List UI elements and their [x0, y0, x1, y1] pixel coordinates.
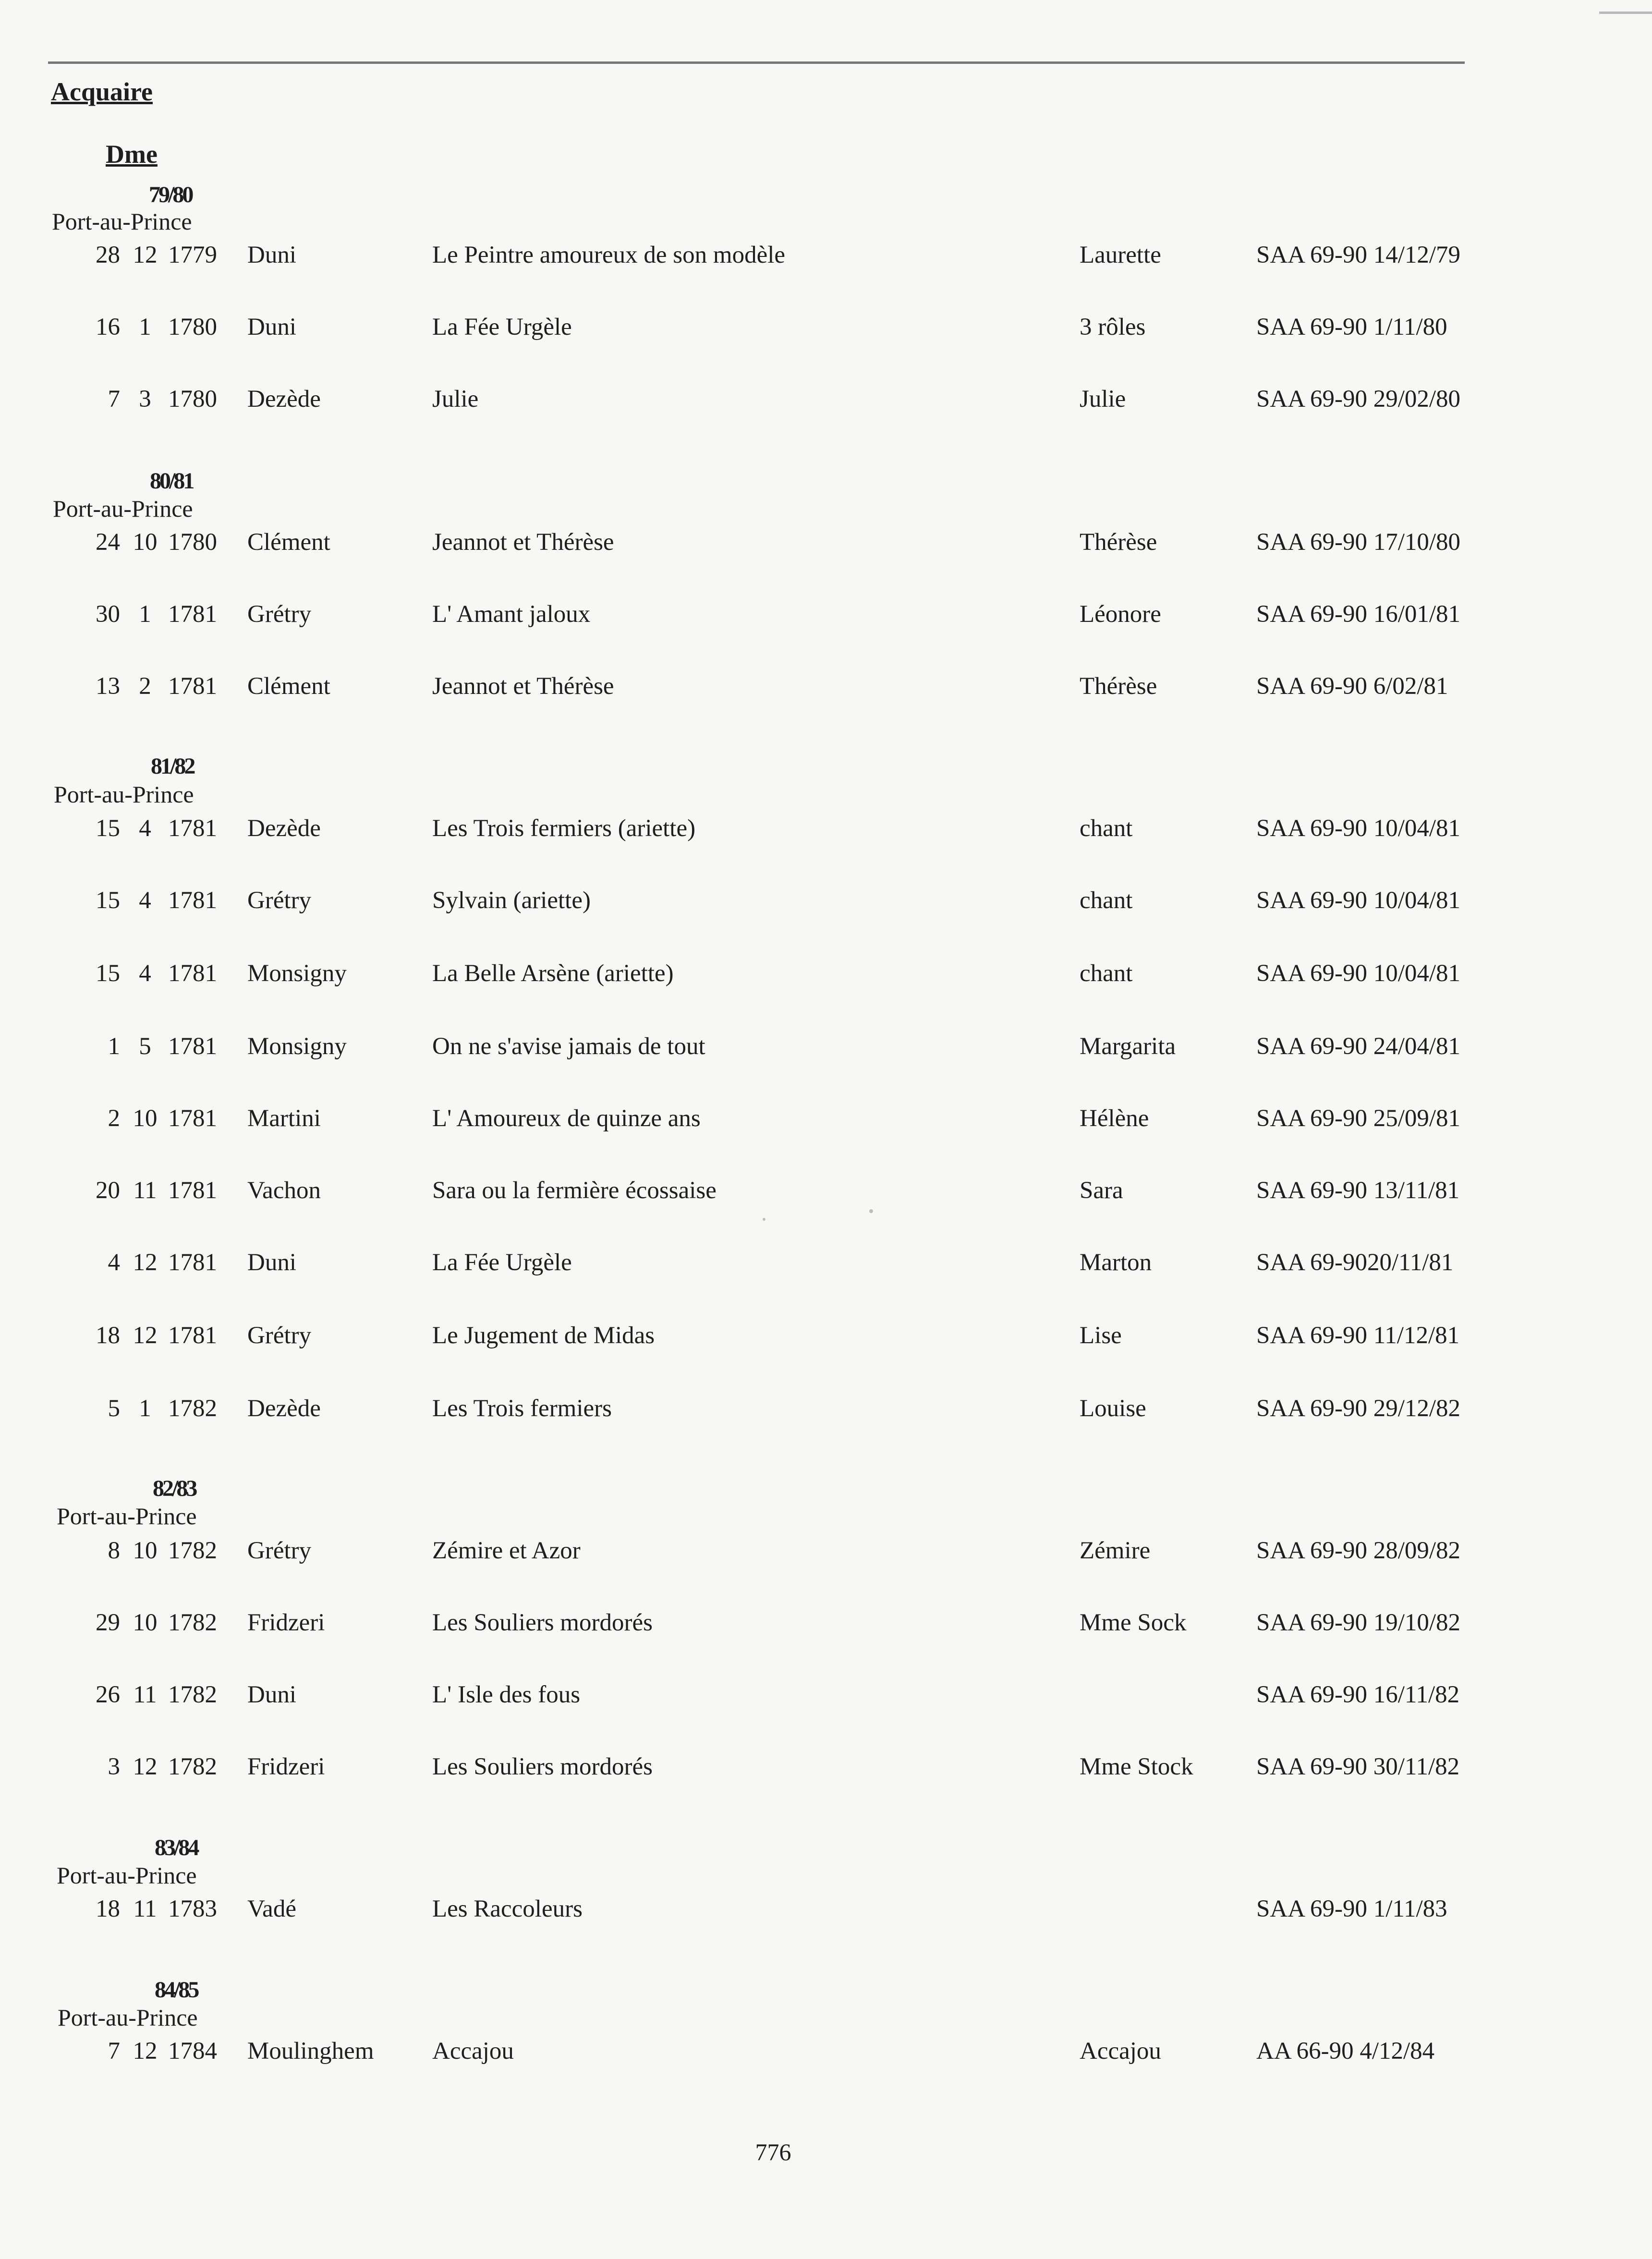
season-label: 83/84 [155, 1835, 198, 1860]
work-cell: Sylvain (ariette) [432, 887, 591, 914]
day-cell: 24 [96, 529, 120, 556]
composer-cell: Duni [247, 1681, 296, 1708]
role-cell: Lise [1080, 1322, 1122, 1349]
day-cell: 4 [108, 1249, 120, 1276]
ref-cell: SAA 69-90 10/04/81 [1256, 887, 1461, 914]
performance-row [0, 241, 1652, 279]
day-cell: 15 [96, 960, 120, 987]
composer-cell: Dezède [247, 386, 321, 413]
composer-cell: Duni [247, 1249, 296, 1276]
composer-cell: Martini [247, 1105, 321, 1132]
performance-row [0, 959, 1652, 998]
month-cell: 12 [133, 1249, 158, 1276]
performance-row [0, 313, 1652, 352]
season-label: 82/83 [153, 1476, 196, 1501]
performance-row [0, 1105, 1652, 1143]
year-cell: 1781 [168, 673, 217, 700]
day-cell: 29 [96, 1609, 120, 1636]
day-cell: 7 [108, 386, 120, 413]
composer-cell: Moulinghem [247, 2038, 374, 2065]
ref-cell: SAA 69-90 13/11/81 [1256, 1177, 1460, 1204]
work-cell: Le Peintre amoureux de son modèle [432, 242, 786, 268]
place-label: Port-au-Prince [54, 781, 194, 808]
work-cell: Accajou [432, 2038, 514, 2065]
role-cell: Sara [1080, 1177, 1123, 1204]
day-cell: 3 [108, 1753, 120, 1780]
page-subtitle: Dme [106, 140, 158, 169]
ref-cell: SAA 69-90 1/11/83 [1256, 1895, 1447, 1922]
composer-cell: Vachon [247, 1177, 321, 1204]
year-cell: 1781 [168, 1105, 217, 1132]
month-cell: 11 [133, 1681, 157, 1708]
year-cell: 1781 [168, 1177, 217, 1204]
role-cell: chant [1080, 887, 1133, 914]
composer-cell: Clément [247, 673, 330, 700]
work-cell: On ne s'avise jamais de tout [432, 1033, 705, 1060]
day-cell: 2 [108, 1105, 120, 1132]
day-cell: 13 [96, 673, 120, 700]
month-cell: 1 [139, 601, 151, 628]
year-cell: 1781 [168, 1249, 217, 1276]
performance-row [0, 1681, 1652, 1719]
month-cell: 12 [133, 1753, 158, 1780]
ref-cell: SAA 69-90 29/02/80 [1256, 386, 1461, 413]
month-cell: 4 [139, 815, 151, 842]
composer-cell: Grétry [247, 1537, 312, 1564]
composer-cell: Grétry [247, 1322, 312, 1349]
year-cell: 1779 [168, 242, 217, 268]
year-cell: 1782 [168, 1395, 217, 1422]
performance-row [0, 1395, 1652, 1433]
scan-speck [869, 1209, 873, 1213]
work-cell: Zémire et Azor [432, 1537, 581, 1564]
composer-cell: Grétry [247, 887, 312, 914]
ref-cell: SAA 69-90 10/04/81 [1256, 815, 1461, 842]
year-cell: 1781 [168, 601, 217, 628]
place-label: Port-au-Prince [53, 495, 193, 522]
ref-cell: AA 66-90 4/12/84 [1256, 2038, 1435, 2065]
ref-cell: SAA 69-90 11/12/81 [1256, 1322, 1460, 1349]
day-cell: 15 [96, 887, 120, 914]
month-cell: 3 [139, 386, 151, 413]
edge-mark [1599, 12, 1652, 14]
header-rule [48, 61, 1465, 64]
performance-row [0, 1753, 1652, 1791]
performance-row [0, 600, 1652, 639]
day-cell: 26 [96, 1681, 120, 1708]
performance-row [0, 672, 1652, 711]
performance-row [0, 1249, 1652, 1287]
season-label: 84/85 [155, 1977, 198, 2003]
composer-cell: Vadé [247, 1895, 296, 1922]
ref-cell: SAA 69-90 6/02/81 [1256, 673, 1448, 700]
ref-cell: SAA 69-90 16/11/82 [1256, 1681, 1460, 1708]
month-cell: 12 [133, 1322, 158, 1349]
scan-speck [763, 1218, 765, 1221]
ref-cell: SAA 69-90 1/11/80 [1256, 314, 1447, 340]
year-cell: 1781 [168, 960, 217, 987]
ref-cell: SAA 69-90 17/10/80 [1256, 529, 1461, 556]
year-cell: 1782 [168, 1537, 217, 1564]
day-cell: 1 [108, 1033, 120, 1060]
work-cell: L' Amoureux de quinze ans [432, 1105, 701, 1132]
role-cell: Margarita [1080, 1033, 1176, 1060]
work-cell: Les Trois fermiers [432, 1395, 612, 1422]
performance-row [0, 887, 1652, 925]
role-cell: Thérèse [1080, 673, 1157, 700]
year-cell: 1781 [168, 815, 217, 842]
composer-cell: Dezède [247, 815, 321, 842]
work-cell: Les Raccoleurs [432, 1895, 583, 1922]
work-cell: L' Amant jaloux [432, 601, 591, 628]
year-cell: 1782 [168, 1681, 217, 1708]
page-title: Acquaire [51, 77, 153, 106]
ref-cell: SAA 69-90 19/10/82 [1256, 1609, 1461, 1636]
ref-cell: SAA 69-90 28/09/82 [1256, 1537, 1461, 1564]
ref-cell: SAA 69-90 10/04/81 [1256, 960, 1461, 987]
ref-cell: SAA 69-90 25/09/81 [1256, 1105, 1461, 1132]
place-label: Port-au-Prince [57, 1862, 197, 1889]
role-cell: chant [1080, 960, 1133, 987]
page-number: 776 [755, 2138, 791, 2165]
day-cell: 7 [108, 2038, 120, 2065]
year-cell: 1780 [168, 314, 217, 340]
role-cell: Louise [1080, 1395, 1146, 1422]
role-cell: Mme Stock [1080, 1753, 1193, 1780]
day-cell: 30 [96, 601, 120, 628]
ref-cell: SAA 69-90 14/12/79 [1256, 242, 1461, 268]
place-label: Port-au-Prince [52, 208, 192, 235]
month-cell: 11 [133, 1895, 157, 1922]
performance-row [0, 385, 1652, 424]
composer-cell: Monsigny [247, 960, 347, 987]
role-cell: Julie [1080, 386, 1126, 413]
role-cell: Marton [1080, 1249, 1152, 1276]
performance-row [0, 814, 1652, 853]
role-cell: 3 rôles [1080, 314, 1146, 340]
performance-row [0, 1895, 1652, 1933]
composer-cell: Fridzeri [247, 1609, 325, 1636]
composer-cell: Clément [247, 529, 330, 556]
place-label: Port-au-Prince [57, 1503, 197, 1530]
day-cell: 28 [96, 242, 120, 268]
role-cell: Hélène [1080, 1105, 1149, 1132]
day-cell: 15 [96, 815, 120, 842]
ref-cell: SAA 69-90 29/12/82 [1256, 1395, 1461, 1422]
year-cell: 1782 [168, 1609, 217, 1636]
season-label: 81/82 [151, 753, 194, 779]
month-cell: 10 [133, 1609, 158, 1636]
month-cell: 10 [133, 1537, 158, 1564]
season-label: 80/81 [150, 468, 193, 494]
year-cell: 1781 [168, 1322, 217, 1349]
day-cell: 16 [96, 314, 120, 340]
work-cell: Les Trois fermiers (ariette) [432, 815, 696, 842]
month-cell: 12 [133, 242, 158, 268]
role-cell: Thérèse [1080, 529, 1157, 556]
composer-cell: Fridzeri [247, 1753, 325, 1780]
day-cell: 20 [96, 1177, 120, 1204]
day-cell: 18 [96, 1895, 120, 1922]
role-cell: Laurette [1080, 242, 1161, 268]
work-cell: Les Souliers mordorés [432, 1609, 653, 1636]
performance-row [0, 528, 1652, 567]
month-cell: 10 [133, 529, 158, 556]
work-cell: Les Souliers mordorés [432, 1753, 653, 1780]
role-cell: chant [1080, 815, 1133, 842]
ref-cell: SAA 69-90 16/01/81 [1256, 601, 1461, 628]
season-label: 79/80 [149, 182, 192, 207]
performance-row [0, 1537, 1652, 1575]
month-cell: 12 [133, 2038, 158, 2065]
place-label: Port-au-Prince [58, 2004, 198, 2031]
role-cell: Zémire [1080, 1537, 1151, 1564]
performance-row [0, 1322, 1652, 1360]
work-cell: La Fée Urgèle [432, 314, 572, 340]
work-cell: Jeannot et Thérèse [432, 529, 614, 556]
month-cell: 5 [139, 1033, 151, 1060]
role-cell: Accajou [1080, 2038, 1161, 2065]
ref-cell: SAA 69-90 30/11/82 [1256, 1753, 1460, 1780]
day-cell: 18 [96, 1322, 120, 1349]
composer-cell: Monsigny [247, 1033, 347, 1060]
composer-cell: Duni [247, 314, 296, 340]
year-cell: 1780 [168, 529, 217, 556]
month-cell: 1 [139, 1395, 151, 1422]
year-cell: 1782 [168, 1753, 217, 1780]
month-cell: 10 [133, 1105, 158, 1132]
work-cell: La Fée Urgèle [432, 1249, 572, 1276]
performance-row [0, 1609, 1652, 1647]
work-cell: La Belle Arsène (ariette) [432, 960, 674, 987]
performance-row [0, 2037, 1652, 2076]
year-cell: 1781 [168, 1033, 217, 1060]
day-cell: 8 [108, 1537, 120, 1564]
day-cell: 5 [108, 1395, 120, 1422]
work-cell: Sara ou la fermière écossaise [432, 1177, 717, 1204]
month-cell: 2 [139, 673, 151, 700]
year-cell: 1780 [168, 386, 217, 413]
year-cell: 1781 [168, 887, 217, 914]
month-cell: 1 [139, 314, 151, 340]
performance-row [0, 1032, 1652, 1071]
composer-cell: Dezède [247, 1395, 321, 1422]
performance-row [0, 1177, 1652, 1215]
month-cell: 4 [139, 960, 151, 987]
month-cell: 11 [133, 1177, 157, 1204]
role-cell: Mme Sock [1080, 1609, 1187, 1636]
month-cell: 4 [139, 887, 151, 914]
year-cell: 1784 [168, 2038, 217, 2065]
composer-cell: Duni [247, 242, 296, 268]
work-cell: L' Isle des fous [432, 1681, 581, 1708]
ref-cell: SAA 69-9020/11/81 [1256, 1249, 1454, 1276]
composer-cell: Grétry [247, 601, 312, 628]
role-cell: Léonore [1080, 601, 1161, 628]
work-cell: Jeannot et Thérèse [432, 673, 614, 700]
work-cell: Julie [432, 386, 479, 413]
work-cell: Le Jugement de Midas [432, 1322, 655, 1349]
ref-cell: SAA 69-90 24/04/81 [1256, 1033, 1461, 1060]
year-cell: 1783 [168, 1895, 217, 1922]
